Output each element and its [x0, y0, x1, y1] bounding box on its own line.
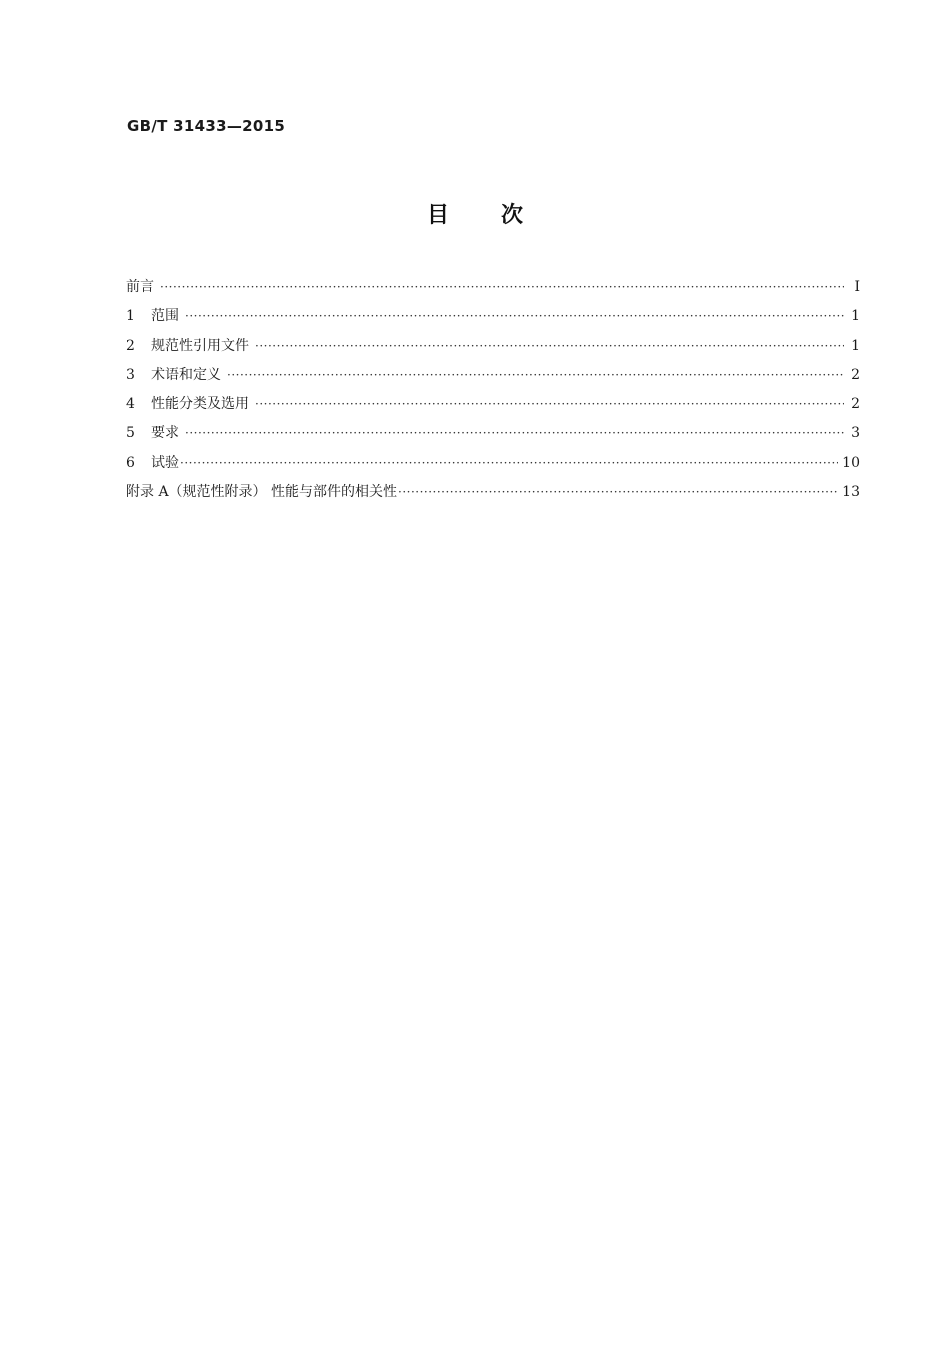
toc-entry-number: 4: [126, 396, 135, 413]
toc-entry-label: 试验: [151, 454, 179, 471]
toc-page-number: 1: [851, 308, 860, 325]
toc-entry-number: 2: [126, 337, 135, 354]
toc-dot-leader: [160, 277, 844, 297]
page-title: [0, 198, 950, 229]
toc-entry-6[interactable]: [126, 453, 860, 482]
toc-entry-5[interactable]: [126, 423, 860, 452]
toc-dot-leader: [255, 336, 844, 356]
toc-page-number: 3: [851, 425, 860, 442]
toc-entry-4[interactable]: [126, 394, 860, 423]
toc-page-number: 2: [851, 396, 860, 413]
toc-page-number: I: [854, 279, 860, 295]
toc-dot-leader: [227, 365, 844, 385]
toc-entry-number: 1: [126, 308, 135, 325]
toc-entry-label: 范围: [151, 308, 179, 325]
table-of-contents: [126, 277, 860, 511]
toc-page-number: 1: [851, 337, 860, 354]
toc-page-number: 13: [842, 484, 860, 501]
toc-entry-annex-a[interactable]: [126, 482, 860, 511]
toc-dot-leader: [398, 482, 838, 502]
toc-page-number: 2: [851, 366, 860, 383]
toc-entry-label: 性能分类及选用: [151, 396, 249, 413]
standard-code: GB/T 31433—2015: [127, 117, 286, 135]
toc-entry-label: 术语和定义: [151, 366, 221, 383]
title-char-1: 目: [426, 203, 449, 228]
toc-entry-label: 规范性引用文件: [151, 337, 249, 354]
toc-entry-label: 前言: [126, 279, 154, 295]
title-char-2: 次: [501, 203, 524, 228]
toc-page-number: 10: [842, 454, 860, 471]
toc-entry-number: 3: [126, 366, 135, 383]
toc-entry-label: 要求: [151, 425, 179, 442]
toc-dot-leader: [185, 423, 844, 443]
toc-dot-leader: [180, 453, 838, 473]
toc-entry-3[interactable]: [126, 365, 860, 394]
toc-entry-number: 5: [126, 425, 135, 442]
toc-entry-preface[interactable]: [126, 277, 860, 306]
toc-dot-leader: [255, 394, 844, 414]
toc-entry-number: 6: [126, 454, 135, 471]
toc-entry-2[interactable]: [126, 336, 860, 365]
toc-entry-label: 附录 A（规范性附录） 性能与部件的相关性: [126, 484, 398, 501]
toc-dot-leader: [185, 306, 844, 326]
toc-entry-1[interactable]: [126, 306, 860, 335]
